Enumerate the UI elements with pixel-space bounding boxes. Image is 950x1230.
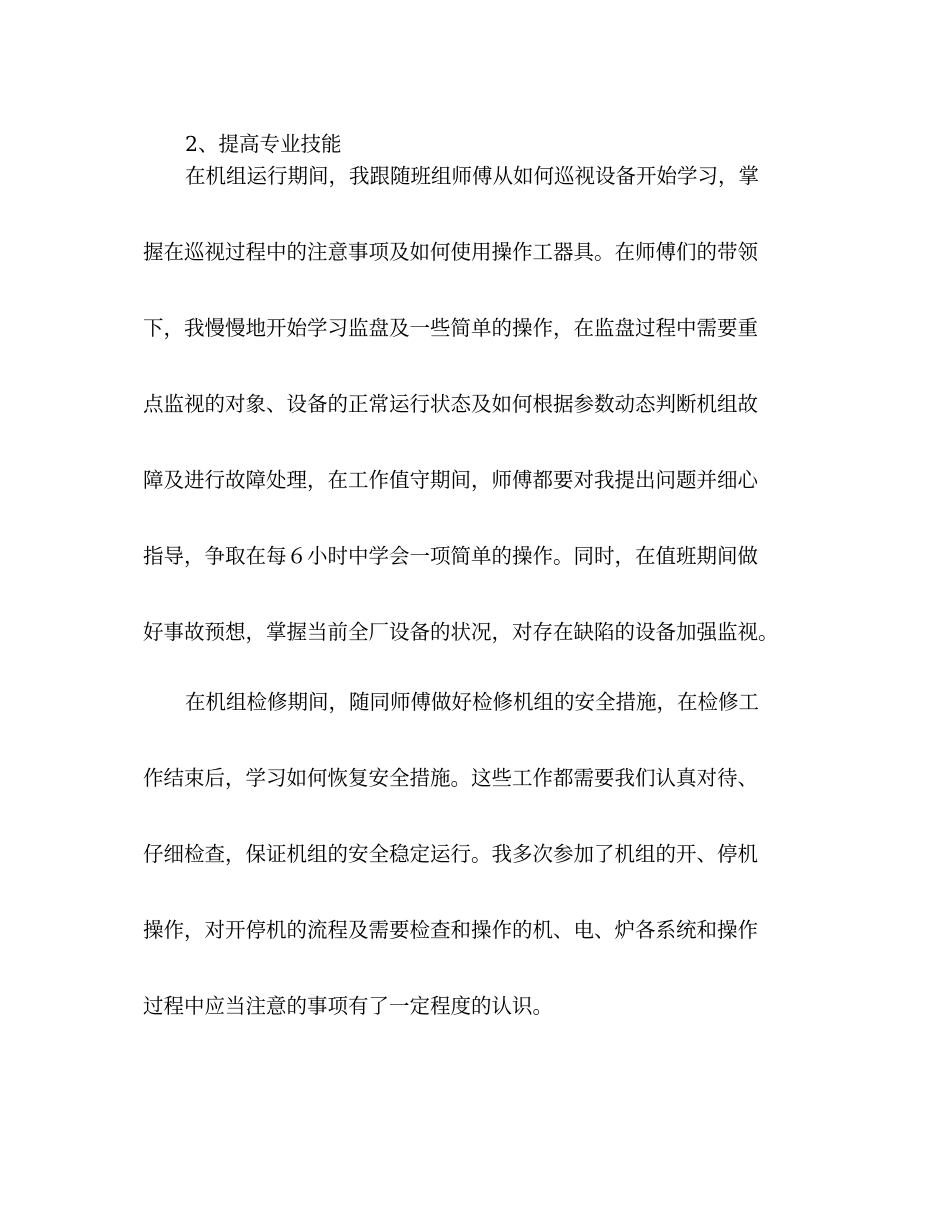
paragraph-line: 握在巡视过程中的注意事项及如何使用操作工器具。在师傅们的带领 [143, 240, 758, 264]
paragraph-line: 好事故预想，掌握当前全厂设备的状况，对存在缺陷的设备加强监视。 [143, 620, 779, 644]
paragraph-line: 下，我慢慢地开始学习监盘及一些简单的操作，在监盘过程中需要重 [143, 316, 758, 340]
paragraph-line: 指导，争取在每６小时中学会一项简单的操作。同时，在值班期间做 [143, 544, 758, 568]
paragraph-line: 点监视的对象、设备的正常运行状态及如何根据参数动态判断机组故 [143, 392, 758, 416]
paragraph-line: 操作，对开停机的流程及需要检查和操作的机、电、炉各系统和操作 [143, 918, 758, 942]
section-heading: 2、提高专业技能 [185, 132, 342, 156]
paragraph-line: 作结束后，学习如何恢复安全措施。这些工作都需要我们认真对待、 [143, 766, 758, 790]
paragraph-line: 障及进行故障处理，在工作值守期间，师傅都要对我提出问题并细心 [143, 468, 758, 492]
paragraph-line: 过程中应当注意的事项有了一定程度的认识。 [143, 994, 553, 1018]
paragraph-line: 仔细检查，保证机组的安全稳定运行。我多次参加了机组的开、停机 [143, 842, 758, 866]
paragraph-line: 在机组运行期间，我跟随班组师傅从如何巡视设备开始学习，掌 [185, 164, 759, 188]
paragraph-line: 在机组检修期间，随同师傅做好检修机组的安全措施，在检修工 [185, 690, 759, 714]
